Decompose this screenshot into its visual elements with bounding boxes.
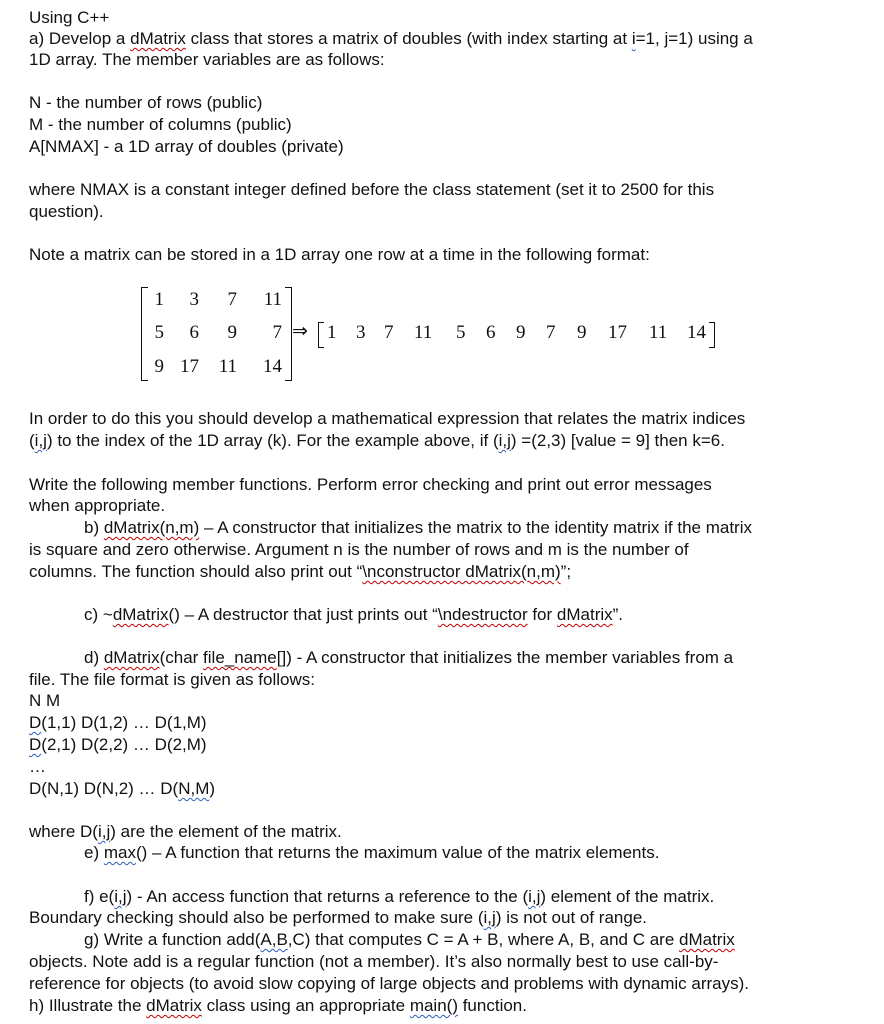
elements-note: where D(i,j) are the element of the matrix. [29, 822, 342, 841]
matrix-cell: 3 [189, 289, 199, 310]
vector-cell: 1 [327, 322, 337, 343]
part-g-line-2: objects. Note add is a regular function (not a member). It’s also normally best to use call-by- [29, 952, 719, 971]
vector-cell: 11 [649, 322, 668, 343]
part-f-line-1: f) e(i,j) - An access function that returns a reference to the (i,j) element of the matrix. [84, 887, 715, 906]
vector-left-bracket [318, 322, 324, 348]
member-variable-m: M - the number of columns (public) [29, 115, 292, 134]
part-c-line: c) ~dMatrix() – A destructor that just prints out “\ndestructor for dMatrix”. [84, 605, 624, 624]
matrix-cell: 14 [263, 356, 282, 377]
matrix-cell: 1 [154, 289, 164, 310]
member-variable-a: A[NMAX] - a 1D array of doubles (private) [29, 137, 344, 156]
matrix-cell: 7 [272, 322, 282, 343]
matrix-cell: 6 [189, 322, 199, 343]
file-format-dimensions: N M [29, 691, 61, 710]
part-h-line: h) Illustrate the dMatrix class using an appropriate main() function. [29, 996, 527, 1015]
nmax-paragraph-line-1: where NMAX is a constant integer defined before the class statement (set it to 2500 for this [29, 180, 715, 199]
vector-cell: 3 [356, 322, 366, 343]
functions-intro-line-1: Write the following member functions. Perform error checking and print out error messages [29, 475, 712, 494]
matrix-cell: 7 [227, 289, 237, 310]
storage-note: Note a matrix can be stored in a 1D array one row at a time in the following format: [29, 245, 650, 264]
matrix-cell: 17 [180, 356, 199, 377]
part-d-line-1: d) dMatrix(char file_name[]) - A constructor that initializes the member variables from a [84, 648, 734, 667]
vector-cell: 7 [546, 322, 556, 343]
index-paragraph-line-1: In order to do this you should develop a mathematical expression that relates the matrix indices [29, 409, 746, 428]
vector-cell: 9 [516, 322, 526, 343]
part-e-line: e) max() – A function that returns the maximum value of the matrix elements. [84, 843, 660, 862]
part-b-line-2: is square and zero otherwise. Argument n is the number of rows and m is the number of [29, 540, 689, 559]
vector-cell: 14 [687, 322, 706, 343]
part-g-line-3: reference for objects (to avoid slow copying of large objects and problems with dynamic arrays). [29, 974, 750, 993]
functions-intro-line-2: when appropriate. [29, 496, 166, 515]
part-g-line-1: g) Write a function add(A,B,C) that computes C = A + B, where A, B, and C are dMatrix [84, 930, 735, 949]
part-d-line-2: file. The file format is given as follows: [29, 670, 315, 689]
vector-right-bracket [709, 322, 715, 348]
file-format-ellipsis: … [29, 757, 46, 776]
language-heading: Using C++ [29, 8, 110, 27]
vector-cell: 11 [414, 322, 433, 343]
implies-arrow: ⇒ [292, 321, 308, 342]
vector-cell: 7 [384, 322, 394, 343]
file-format-row-n: D(N,1) D(N,2) … D(N,M) [29, 779, 216, 798]
matrix-cell: 5 [154, 322, 164, 343]
index-paragraph-line-2: (i,j) to the index of the 1D array (k). For the example above, if (i,j) =(2,3) [value = 9] then k=6. [29, 431, 725, 450]
vector-cell: 6 [486, 322, 496, 343]
vector-cell: 5 [456, 322, 466, 343]
file-format-row-2: D(2,1) D(2,2) … D(2,M) [29, 735, 207, 754]
part-b-line-3: columns. The function should also print out “\nconstructor dMatrix(n,m)”; [29, 562, 572, 581]
part-b-line-1: b) dMatrix(n,m) – A constructor that initializes the matrix to the identity matrix if the matrix [84, 518, 752, 537]
matrix-right-bracket [285, 287, 292, 381]
matrix-cell: 11 [263, 289, 282, 310]
part-f-line-2: Boundary checking should also be performed to make sure (i,j) is not out of range. [29, 908, 648, 927]
file-format-row-1: D(1,1) D(1,2) … D(1,M) [29, 713, 207, 732]
nmax-paragraph-line-2: question). [29, 202, 104, 221]
part-a-line-1: a) Develop a dMatrix class that stores a matrix of doubles (with index starting at i=1, j=1) using a [29, 29, 753, 48]
matrix-cell: 9 [227, 322, 237, 343]
vector-cell: 17 [608, 322, 627, 343]
matrix-cell: 11 [218, 356, 237, 377]
part-a-line-2: 1D array. The member variables are as follows: [29, 50, 385, 69]
member-variable-n: N - the number of rows (public) [29, 93, 263, 112]
vector-cell: 9 [577, 322, 587, 343]
matrix-cell: 9 [154, 356, 164, 377]
